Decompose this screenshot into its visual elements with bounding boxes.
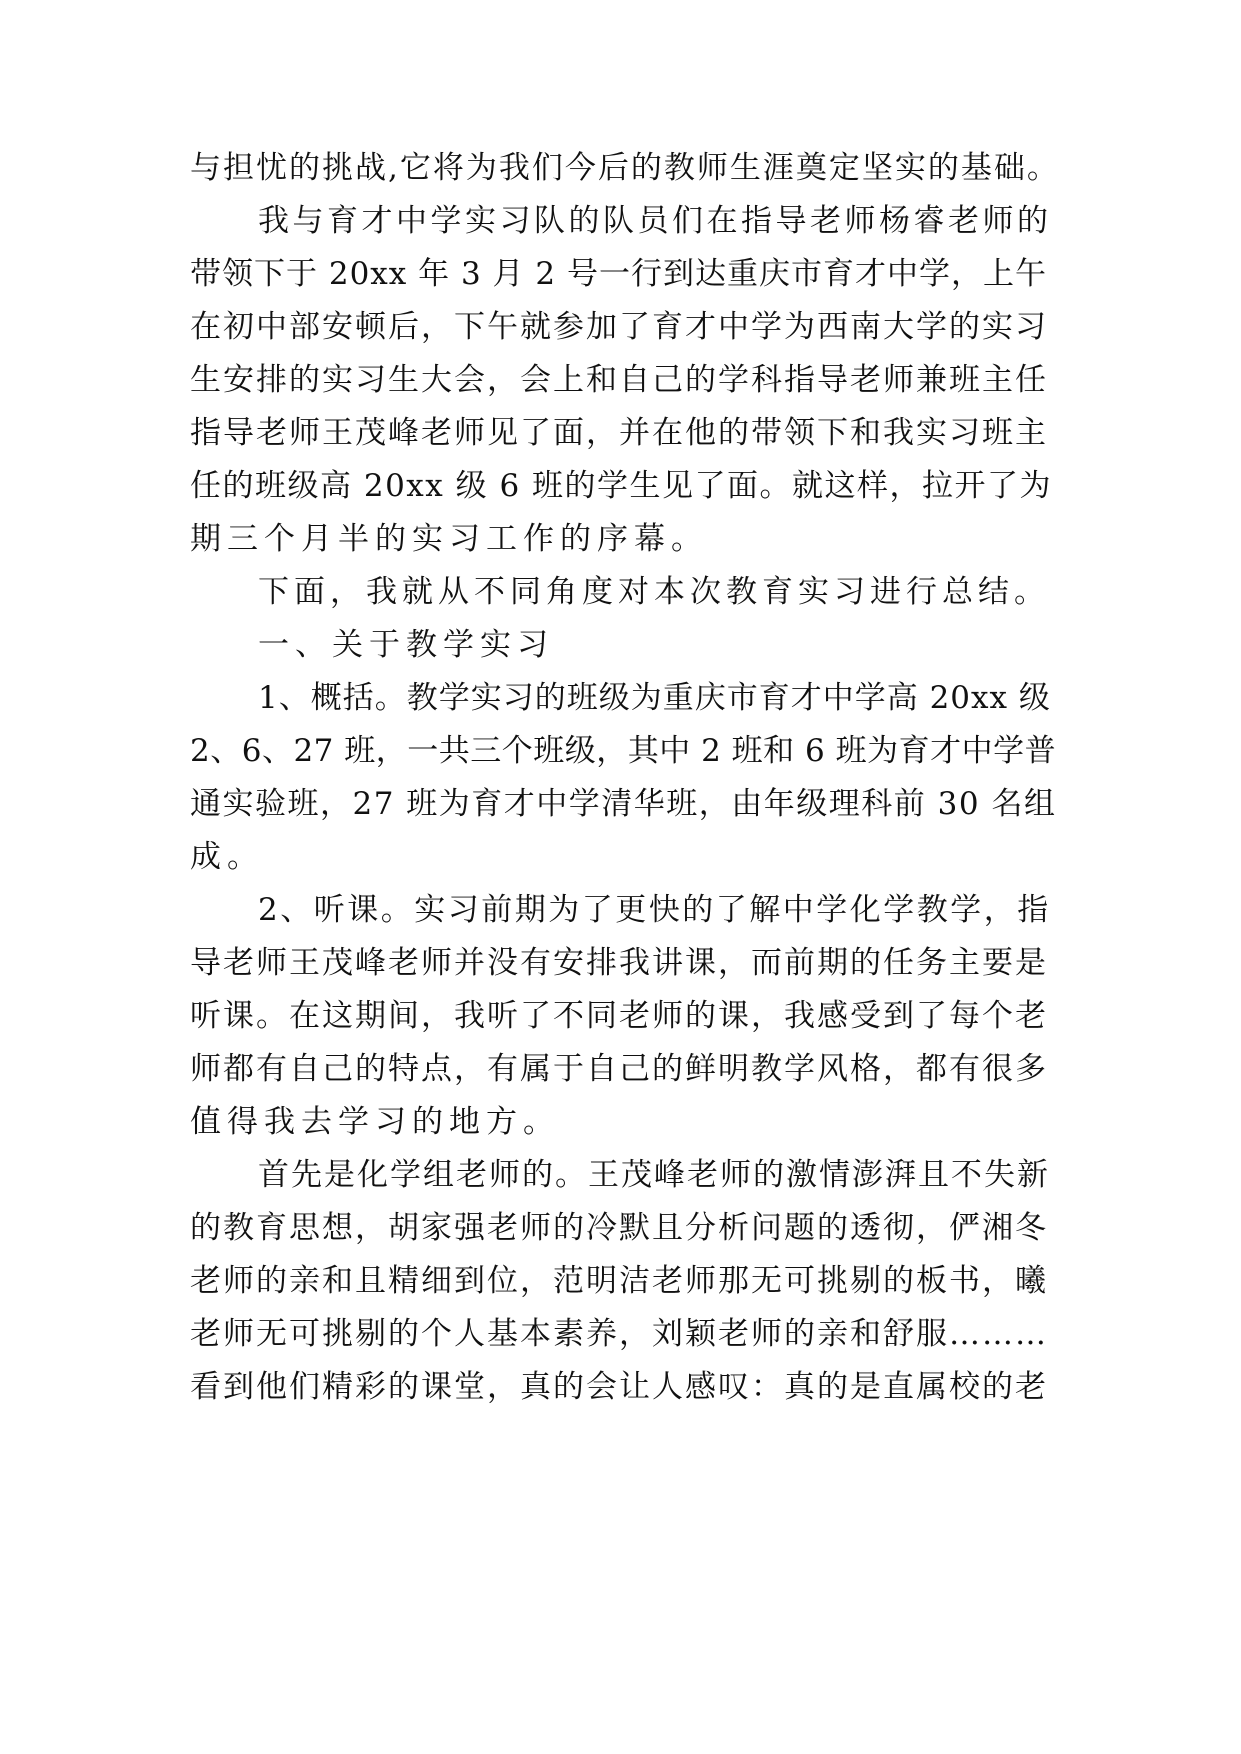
text-line: 在初中部安顿后，下午就参加了育才中学为西南大学的实习 [190, 309, 1048, 345]
text-line: 的教育思想，胡家强老师的冷默且分析问题的透彻，俨湘冬 [190, 1210, 1048, 1246]
text-line: 老师的亲和且精细到位，范明洁老师那无可挑剔的板书，曦 [190, 1263, 1048, 1299]
paragraph-first-line: 下面，我就从不同角度对本次教育实习进行总结。 [258, 574, 1050, 610]
text-line: 2、6、27 班，一共三个班级，其中 2 班和 6 班为育才中学普 [190, 733, 1057, 769]
text-line: 带领下于 20xx 年 3 月 2 号一行到达重庆市育才中学，上午 [190, 256, 1047, 292]
text-line: 成。 [190, 839, 264, 875]
section-heading: 一、关于教学实习 [258, 627, 554, 663]
text-line: 值得我去学习的地方。 [190, 1104, 560, 1140]
text-line: 听课。在这期间，我听了不同老师的课，我感受到了每个老 [190, 998, 1048, 1034]
text-line: 指导老师王茂峰老师见了面，并在他的带领下和我实习班主 [190, 415, 1048, 451]
text-line: 通实验班，27 班为育才中学清华班，由年级理科前 30 名组 [190, 786, 1057, 822]
text-line: 生安排的实习生大会，会上和自己的学科指导老师兼班主任 [190, 362, 1048, 398]
text-line: 看到他们精彩的课堂，真的会让人感叹：真的是直属校的老 [190, 1369, 1048, 1405]
text-line: 与担忧的挑战,它将为我们今后的教师生涯奠定坚实的基础。 [190, 150, 1060, 186]
paragraph-first-line: 1、概括。教学实习的班级为重庆市育才中学高 20xx 级 [258, 680, 1051, 716]
paragraph-first-line: 我与育才中学实习队的队员们在指导老师杨睿老师的 [258, 203, 1052, 239]
text-line: 老师无可挑剔的个人基本素养，刘颖老师的亲和舒服……… [190, 1316, 1048, 1352]
text-line: 期三个月半的实习工作的序幕。 [190, 521, 708, 557]
paragraph-first-line: 首先是化学组老师的。王茂峰老师的激情澎湃且不失新 [258, 1157, 1050, 1193]
text-line: 导老师王茂峰老师并没有安排我讲课，而前期的任务主要是 [190, 945, 1048, 981]
text-line: 任的班级高 20xx 级 6 班的学生见了面。就这样，拉开了为 [190, 468, 1053, 504]
text-line: 师都有自己的特点，有属于自己的鲜明教学风格，都有很多 [190, 1051, 1048, 1087]
paragraph-first-line: 2、听课。实习前期为了更快的了解中学化学教学，指 [258, 892, 1051, 928]
